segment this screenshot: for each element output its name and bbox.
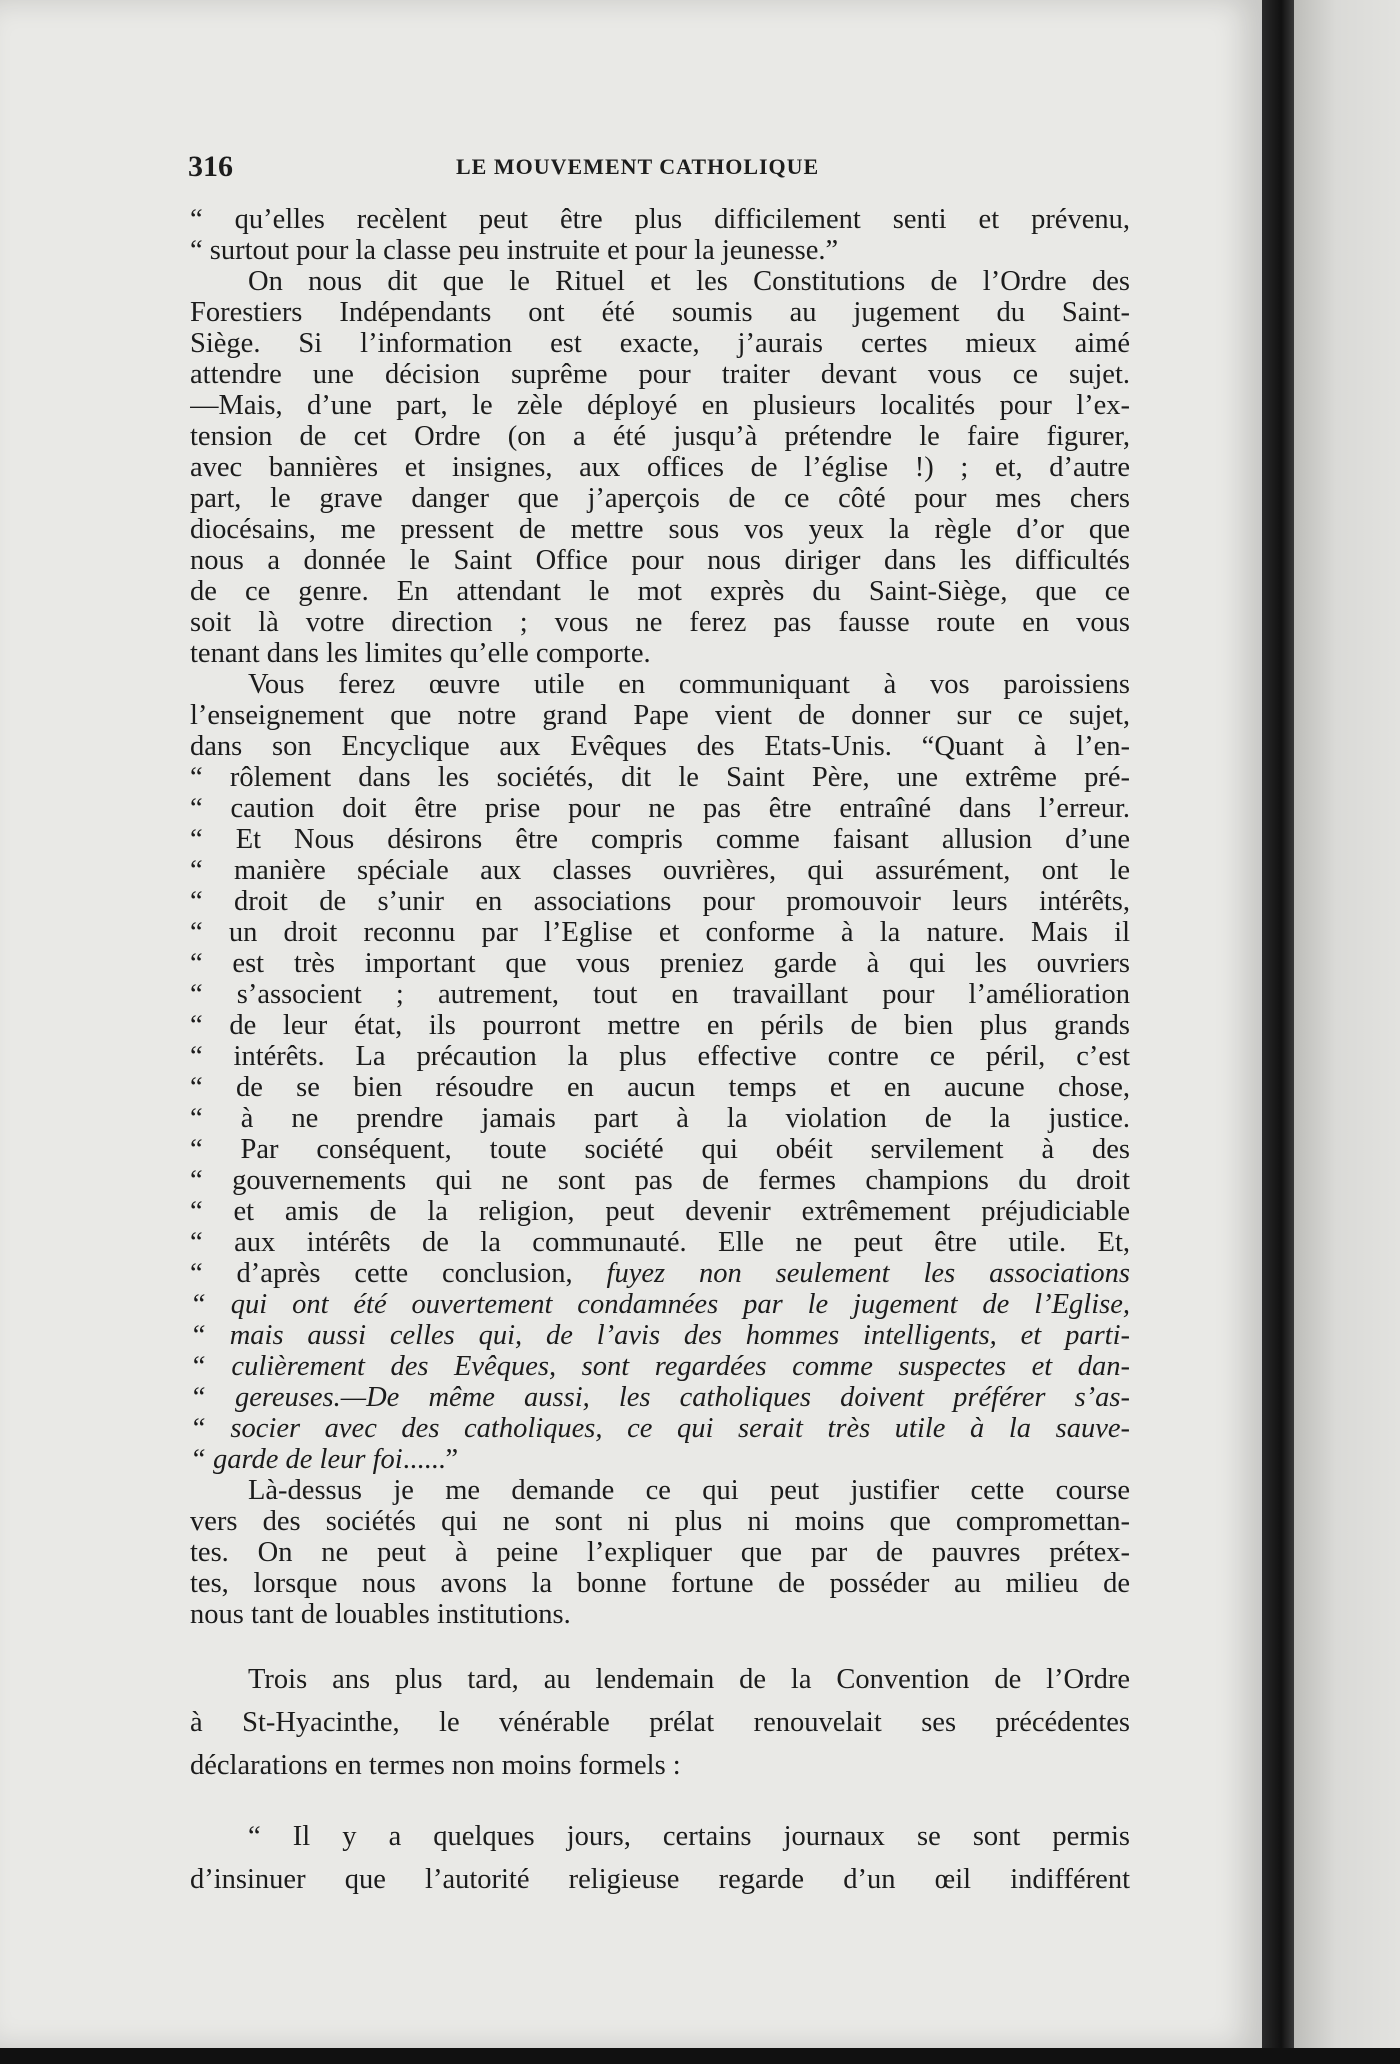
italic-segment: fuyez non seulement les associations [606, 1258, 1130, 1289]
text-line: déclarations en termes non moins formels : [190, 1750, 681, 1781]
text-line: —Mais, d’une part, le zèle déployé en plusieurs localités pour l’ex- [190, 390, 1130, 421]
roman-segment: “ d’après cette conclusion, [190, 1258, 607, 1289]
italic-text-line: “ qui ont été ouvertement condamnées par le jugement de l’Eglise, [190, 1289, 1130, 1320]
text-line: diocésains, me pressent de mettre sous vos yeux la règle d’or que [190, 514, 1130, 545]
page-header [188, 150, 1138, 190]
text-line: Forestiers Indépendants ont été soumis au jugement du Saint- [190, 297, 1130, 328]
text-line: Siège. Si l’information est exacte, j’aurais certes mieux aimé [190, 328, 1130, 359]
text-line: Trois ans plus tard, au lendemain de la Convention de l’Ordre [248, 1664, 1130, 1695]
page-number: 316 [188, 150, 233, 183]
paragraph-gap [190, 1787, 1130, 1815]
text-line: “ Il y a quelques jours, certains journaux se sont permis [248, 1821, 1130, 1852]
text-line: “ de leur état, ils pourront mettre en périls de bien plus grands [190, 1010, 1130, 1041]
text-line: soit là votre direction ; vous ne ferez pas fausse route en vous [190, 607, 1130, 638]
text-line: “ est très important que vous preniez garde à qui les ouvriers [190, 948, 1130, 979]
text-line: part, le grave danger que j’aperçois de ce côté pour mes chers [190, 483, 1130, 514]
italic-segment: “ garde de leur foi [190, 1444, 403, 1475]
text-line: “ un droit reconnu par l’Eglise et conforme à la nature. Mais il [190, 917, 1130, 948]
text-line: “ droit de s’unir en associations pour promouvoir leurs intérêts, [190, 886, 1130, 917]
text-line: à St-Hyacinthe, le vénérable prélat renouvelait ses précédentes [190, 1707, 1130, 1738]
text-line: “ s’associent ; autrement, tout en travaillant pour l’amélioration [190, 979, 1130, 1010]
text-line: nous a donnée le Saint Office pour nous diriger dans les difficultés [190, 545, 1130, 576]
text-line: vers des sociétés qui ne sont ni plus ni moins que compromettan- [190, 1506, 1130, 1537]
text-line: nous tant de louables institutions. [190, 1599, 571, 1630]
paragraph-gap [190, 1630, 1130, 1658]
roman-segment: ......” [402, 1444, 459, 1475]
text-line: “ de se bien résoudre en aucun temps et en aucune chose, [190, 1072, 1130, 1103]
text-line: tes. On ne peut à peine l’expliquer que par de pauvres prétex- [190, 1537, 1130, 1568]
text-line: “ qu’elles recèlent peut être plus difficilement senti et prévenu, [190, 204, 1130, 235]
text-line: avec bannières et insignes, aux offices de l’église !) ; et, d’autre [190, 452, 1130, 483]
italic-text-line: “ gereuses.—De même aussi, les catholiques doivent préférer s’as- [190, 1382, 1130, 1413]
text-line: dans son Encyclique aux Evêques des Etats-Unis. “Quant à l’en- [190, 731, 1130, 762]
text-line: “ intérêts. La précaution la plus effective contre ce péril, c’est [190, 1041, 1130, 1072]
italic-text-line: “ mais aussi celles qui, de l’avis des hommes intelligents, et parti- [190, 1320, 1130, 1351]
text-line: l’enseignement que notre grand Pape vient de donner sur ce sujet, [190, 700, 1130, 731]
running-head: LE MOUVEMENT CATHOLIQUE [456, 154, 820, 179]
closing-quote-line [190, 1444, 1130, 1475]
scan-bottom-edge [0, 2048, 1400, 2064]
text-line: “ surtout pour la classe peu instruite et pour la jeunesse.” [190, 235, 839, 266]
text-line: de ce genre. En attendant le mot exprès du Saint-Siège, que ce [190, 576, 1130, 607]
text-line: “ rôlement dans les sociétés, dit le Saint Père, une extrême pré- [190, 762, 1130, 793]
text-line: On nous dit que le Rituel et les Constitutions de l’Ordre des [248, 266, 1130, 297]
body-text [190, 204, 1130, 1901]
text-line: “ manière spéciale aux classes ouvrières, qui assurément, ont le [190, 855, 1130, 886]
text-line: “ et amis de la religion, peut devenir extrêmement préjudiciable [190, 1196, 1130, 1227]
italic-text-line: “ socier avec des catholiques, ce qui serait très utile à la sauve- [190, 1413, 1130, 1444]
text-line: d’insinuer que l’autorité religieuse regarde d’un œil indifférent [190, 1864, 1130, 1895]
text-line: “ Par conséquent, toute société qui obéit servilement à des [190, 1134, 1130, 1165]
mixed-text-line [190, 1258, 1130, 1289]
text-line: “ caution doit être prise pour ne pas être entraîné dans l’erreur. [190, 793, 1130, 824]
text-line: Là-dessus je me demande ce qui peut justifier cette course [248, 1475, 1130, 1506]
text-line: tes, lorsque nous avons la bonne fortune de posséder au milieu de [190, 1568, 1130, 1599]
text-line: attendre une décision suprême pour traiter devant vous ce sujet. [190, 359, 1130, 390]
italic-text-line: “ culièrement des Evêques, sont regardées comme suspectes et dan- [190, 1351, 1130, 1382]
book-gutter [1262, 0, 1294, 2064]
text-line: tension de cet Ordre (on a été jusqu’à prétendre le faire figurer, [190, 421, 1130, 452]
text-line: “ gouvernements qui ne sont pas de fermes champions du droit [190, 1165, 1130, 1196]
text-line: “ aux intérêts de la communauté. Elle ne peut être utile. Et, [190, 1227, 1130, 1258]
text-line: tenant dans les limites qu’elle comporte. [190, 638, 651, 669]
text-line: “ Et Nous désirons être compris comme faisant allusion d’une [190, 824, 1130, 855]
facing-page-edge [1294, 0, 1400, 2064]
text-line: “ à ne prendre jamais part à la violation de la justice. [190, 1103, 1130, 1134]
text-line: Vous ferez œuvre utile en communiquant à vos paroissiens [248, 669, 1130, 700]
